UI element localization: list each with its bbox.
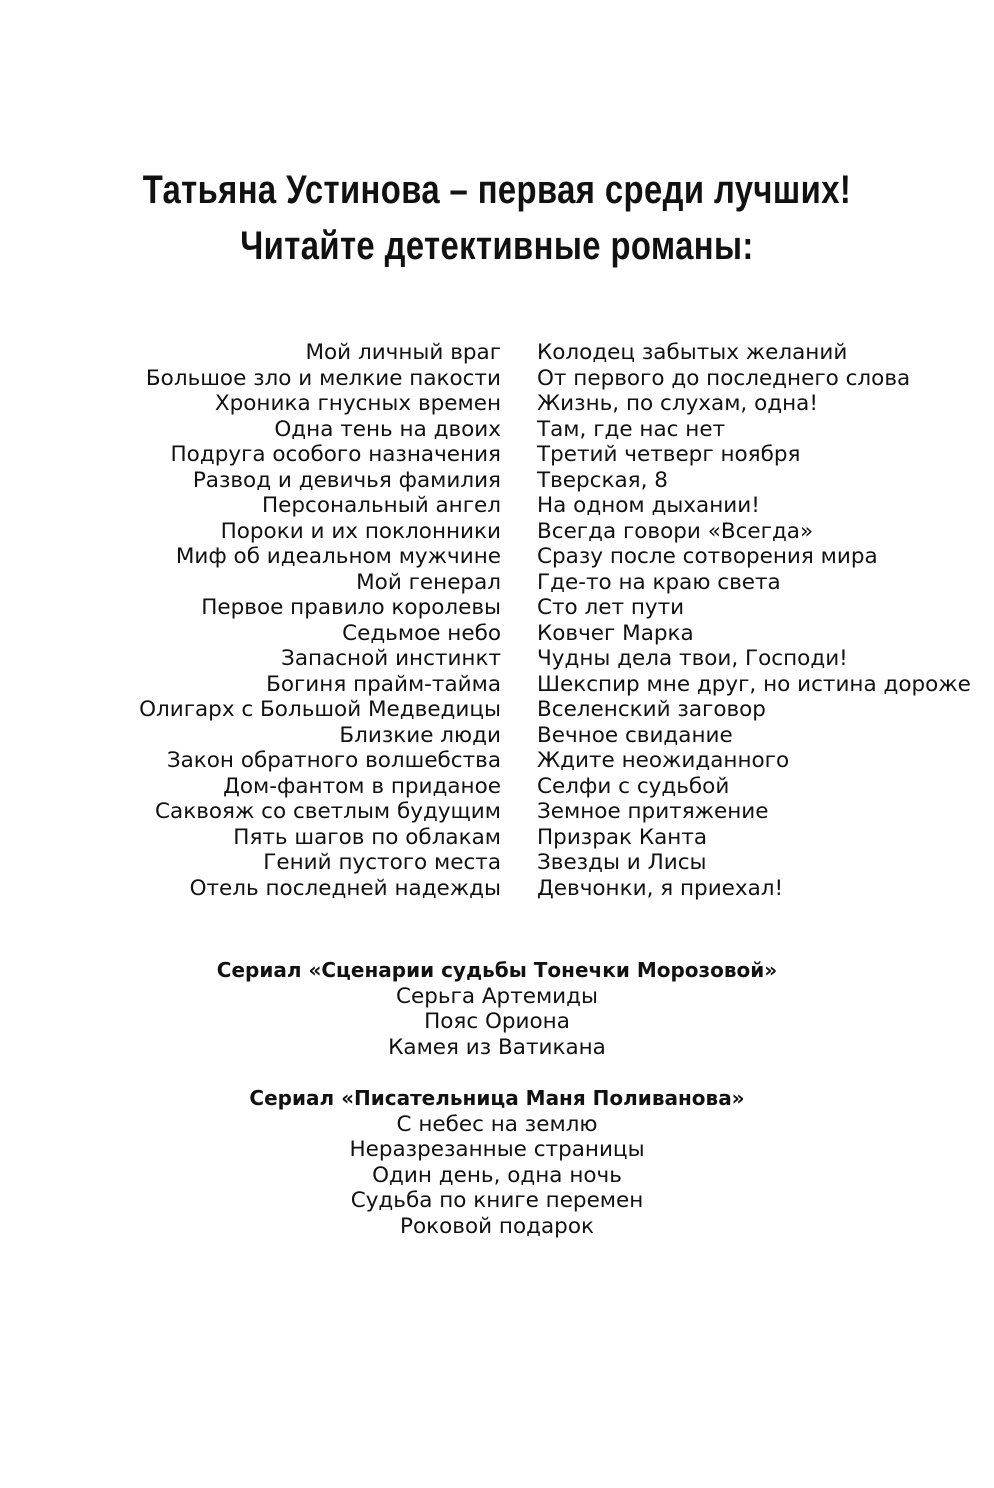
book-title: Одна тень на двоих	[274, 416, 501, 442]
book-list-right	[537, 340, 971, 901]
book-title: Пояс Ориона	[424, 1009, 570, 1034]
book-title: Олигарх с Большой Медведицы	[139, 697, 501, 722]
series-title: Сериал «Сценарии судьбы Тонечки Морозовой»	[216, 958, 778, 982]
book-title: Вселенский заговор	[537, 697, 766, 722]
book-title: Миф об идеальном мужчине	[175, 544, 501, 569]
series-title: Сериал «Писательница Маня Поливанова»	[249, 1086, 745, 1110]
book-title: Развод и девичья фамилия	[192, 467, 501, 493]
book-title: Третий четверг ноября	[537, 442, 801, 467]
book-title: Неразрезанные страницы	[349, 1137, 645, 1162]
series-manya-polivanova	[0, 1086, 994, 1239]
book-title: Богиня прайм-тайма	[266, 671, 501, 697]
book-title: На одном дыхании!	[537, 493, 760, 518]
book-title: Отель последней надежды	[189, 875, 501, 901]
book-title: Тверская, 8	[537, 467, 668, 493]
book-title: Пороки и их поклонники	[220, 518, 501, 544]
book-title: Хроника гнусных времен	[214, 391, 501, 416]
book-title: Где-то на краю света	[537, 569, 781, 595]
book-title: Вечное свидание	[537, 722, 733, 748]
book-title: Шекспир мне друг, но истина дороже	[537, 671, 971, 697]
book-title: Судьба по книге перемен	[350, 1188, 644, 1213]
book-title: Серьга Артемиды	[395, 983, 598, 1009]
book-title: Закон обратного волшебства	[166, 748, 501, 773]
book-title: Большое зло и мелкие пакости	[145, 365, 501, 391]
book-title: Сразу после сотворения мира	[537, 544, 878, 569]
book-title: Сто лет пути	[537, 595, 685, 620]
book-title: С небес на землю	[396, 1111, 598, 1137]
book-title: Мой личный враг	[305, 340, 501, 365]
book-title: Колодец забытых желаний	[537, 340, 848, 365]
page-heading	[89, 162, 904, 274]
book-title: Камея из Ватикана	[388, 1034, 606, 1060]
book-title: Чудны дела твои, Господи!	[537, 646, 848, 671]
book-title: Пять шагов по облакам	[233, 824, 501, 850]
book-title: От первого до последнего слова	[537, 365, 911, 391]
book-title: Земное притяжение	[537, 799, 769, 824]
book-title: Запасной инстинкт	[281, 646, 501, 671]
book-title: Роковой подарок	[400, 1213, 594, 1239]
book-title: Подруга особого назначения	[170, 442, 501, 467]
book-title: Один день, одна ночь	[372, 1162, 622, 1188]
book-title: Ждите неожиданного	[537, 748, 790, 773]
book-title: Саквояж со светлым будущим	[155, 799, 501, 824]
book-title: Дом-фантом в приданое	[223, 773, 501, 799]
book-title: Гений пустого места	[263, 850, 501, 875]
book-title: Первое правило королевы	[201, 595, 501, 620]
book-title: Персональный ангел	[262, 493, 501, 518]
series-tonechka-morozova	[0, 958, 994, 1060]
heading-line-1: Татьяна Устинова – первая среди лучших!	[142, 168, 852, 212]
book-list-left	[139, 340, 501, 901]
book-title: Ковчег Марка	[537, 620, 694, 646]
book-title: Звезды и Лисы	[537, 850, 707, 875]
book-title: Близкие люди	[339, 722, 501, 748]
book-title: Девчонки, я приехал!	[537, 875, 784, 901]
book-title: Там, где нас нет	[537, 416, 726, 442]
heading-line-2: Читайте детективные романы:	[240, 224, 754, 268]
book-title: Призрак Канта	[537, 824, 708, 850]
book-title: Всегда говори «Всегда»	[537, 518, 814, 544]
book-title: Селфи с судьбой	[537, 773, 730, 799]
book-title: Жизнь, по слухам, одна!	[537, 391, 818, 416]
book-title: Мой генерал	[356, 569, 501, 595]
book-title: Седьмое небо	[342, 620, 501, 646]
